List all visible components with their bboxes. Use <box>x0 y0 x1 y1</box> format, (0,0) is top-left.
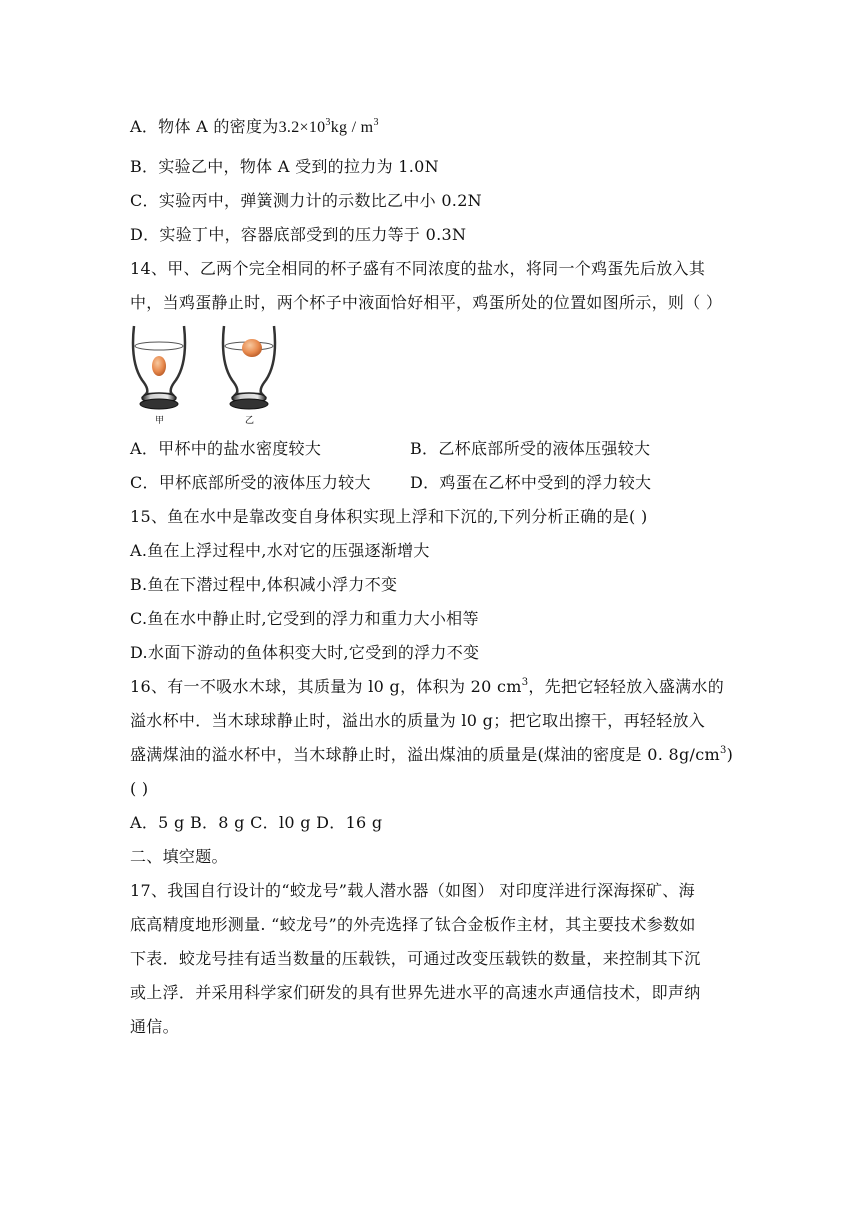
q17-line3: 下表．蛟龙号挂有适当数量的压载铁，可通过改变压载铁的数量，来控制其下沉 <box>130 949 701 968</box>
q16-options: A．5 g B．8 g C．l0 g D．16 g <box>130 813 383 832</box>
q14-option-a: A．甲杯中的盐水密度较大 <box>130 439 322 458</box>
q14-option-c: C．甲杯底部所受的液体压力较大 <box>130 473 371 492</box>
q16-stem-line3: 盛满煤油的溢水杯中，当木球静止时，溢出煤油的质量是(煤油的密度是 0. $8g/cm^3$) <box>130 745 734 764</box>
fig-label-yi: 乙 <box>245 416 255 426</box>
q17-line1: 17、我国自行设计的“蛟龙号”载人潜水器（如图） 对印度洋进行深海探矿、海 <box>130 881 695 900</box>
q13-option-b: B．实验乙中，物体 A 受到的拉力为 1.0N <box>130 157 439 176</box>
q14-stem-line2: 中，当鸡蛋静止时，两个杯子中液面恰好相平，鸡蛋所处的位置如图所示，则（ ） <box>130 293 723 312</box>
q15-option-c: C.鱼在水中静止时,它受到的浮力和重力大小相等 <box>130 609 479 628</box>
q15-option-b: B.鱼在下潜过程中,体积减小浮力不变 <box>130 575 398 594</box>
q17-line2: 底高精度地形测量. “蛟龙号”的外壳选择了钛合金板作主材，其主要技术参数如 <box>130 915 696 934</box>
egg-yi <box>242 339 262 357</box>
q15-option-a: A.鱼在上浮过程中,水对它的压强逐渐增大 <box>130 541 430 560</box>
fig-label-jia: 甲 <box>155 416 165 426</box>
q15-option-d: D.水面下游动的鱼体积变大时,它受到的浮力不变 <box>130 643 480 662</box>
q14-options-row1 <box>130 438 730 460</box>
cup-yi <box>223 326 275 409</box>
q14-options-row2 <box>130 472 730 494</box>
q13-option-d: D．实验丁中，容器底部受到的压力等于 0.3N <box>130 225 467 244</box>
q13-option-c: C．实验丙中，弹簧测力计的示数比乙中小 0.2N <box>130 191 482 210</box>
section-title-fill-in: 二、填空题。 <box>130 847 228 866</box>
q14-option-d: D．鸡蛋在乙杯中受到的浮力较大 <box>410 473 652 492</box>
q15-stem: 15、鱼在水中是靠改变自身体积实现上浮和下沉的,下列分析正确的是( ) <box>130 507 648 526</box>
density-formula: $3.2\times 10^3kg / m^3$ <box>278 117 379 136</box>
q13-option-a: A．物体 A 的密度为$3.2\times 10^3kg / m^3$ <box>130 117 379 136</box>
q17-line5: 通信。 <box>130 1017 179 1036</box>
q16-stem-line1: 16、有一不吸水木球，其质量为 l0 g，体积为 20 $cm^3$，先把它轻轻放入盛满水的 <box>130 677 725 696</box>
q14-option-b: B．乙杯底部所受的液体压强较大 <box>410 439 651 458</box>
q16-stem-line2: 溢水杯中．当木球球静止时，溢出水的质量为 l0 g；把它取出擦干，再轻轻放入 <box>130 711 706 730</box>
q17-line4: 或上浮．并采用科学家们研发的具有世界先进水平的高速水声通信技术，即声纳 <box>130 983 701 1002</box>
egg-jia <box>152 356 166 376</box>
cup-jia <box>133 326 185 409</box>
q14-stem-line1: 14、甲、乙两个完全相同的杯子盛有不同浓度的盐水，将同一个鸡蛋先后放入其 <box>130 259 706 278</box>
egg-in-cups-figure <box>128 322 288 430</box>
q16-answer-blank: ( ) <box>130 779 149 798</box>
